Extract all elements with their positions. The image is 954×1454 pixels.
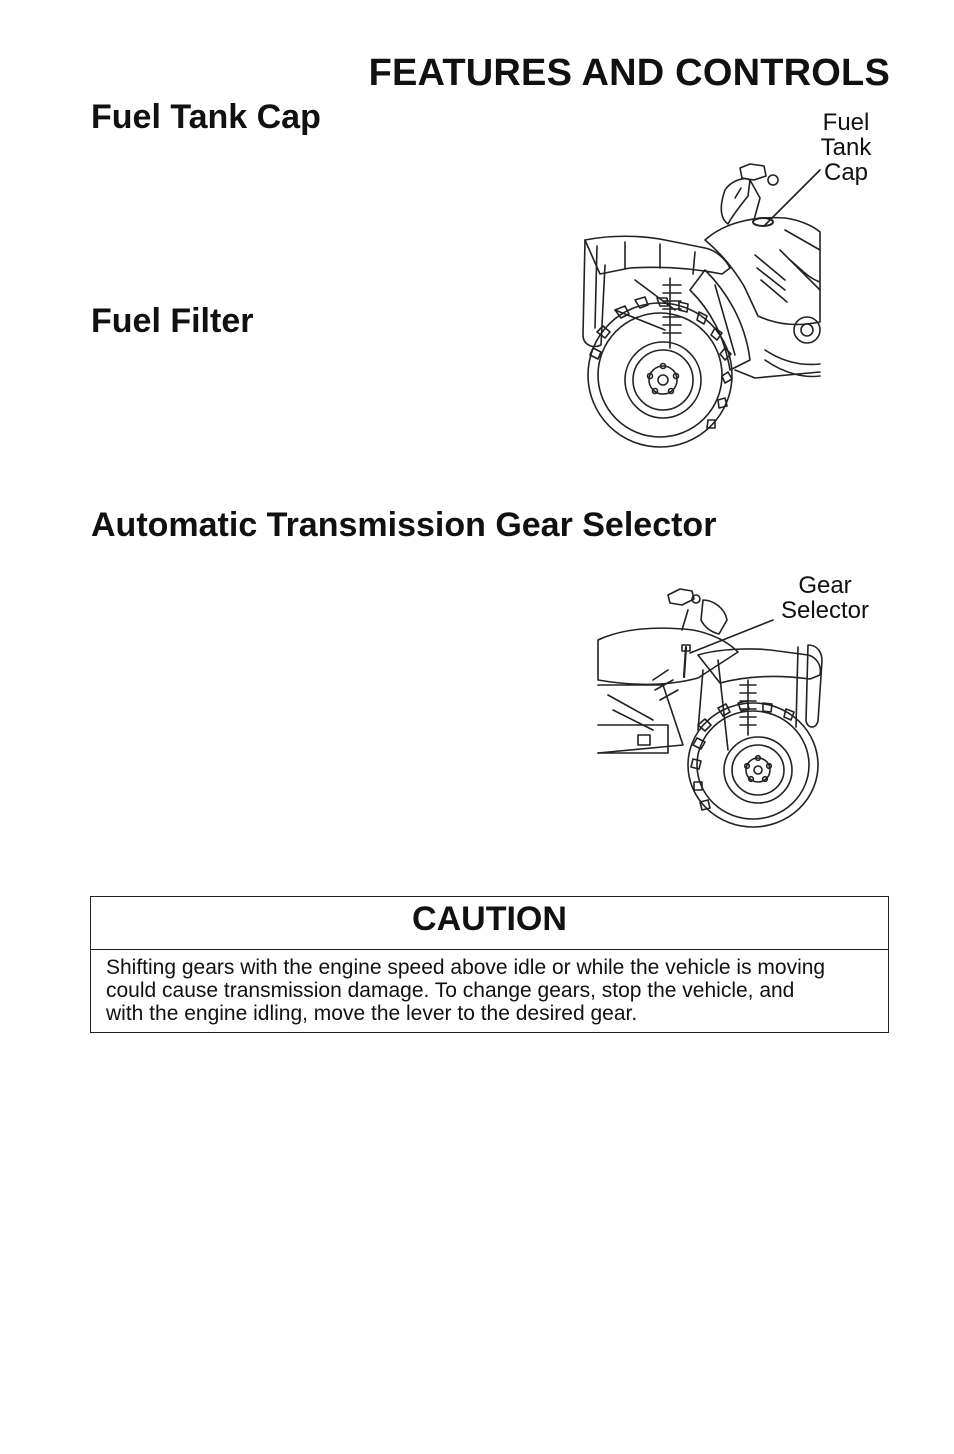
heading-gear-selector: Automatic Transmission Gear Selector [91,506,717,544]
heading-fuel-tank-cap: Fuel Tank Cap [91,98,321,136]
caution-line: could cause transmission damage. To change gears, stop the vehicle, and [106,979,795,1002]
atv-illustration-gear-selector [598,585,828,830]
caution-line: Shifting gears with the engine speed above idle or while the vehicle is moving [106,956,826,979]
caution-box [90,896,889,1033]
callout-line: Cap [823,159,869,186]
leader-line [765,170,820,225]
heading-fuel-filter: Fuel Filter [91,302,254,340]
callout-line: Fuel [822,109,870,136]
atv-illustration-fuel-tank-cap [575,160,820,450]
callout-line: Selector [780,597,870,624]
callout-line: Tank [820,134,872,161]
caution-line: with the engine idling, move the lever to the desired gear. [106,1002,638,1025]
page-title: FEATURES AND CONTROLS [368,52,890,94]
caution-title: CAUTION [91,897,888,950]
leader-line [690,620,773,653]
callout-line: Gear [798,572,852,599]
caution-text [91,950,888,1025]
